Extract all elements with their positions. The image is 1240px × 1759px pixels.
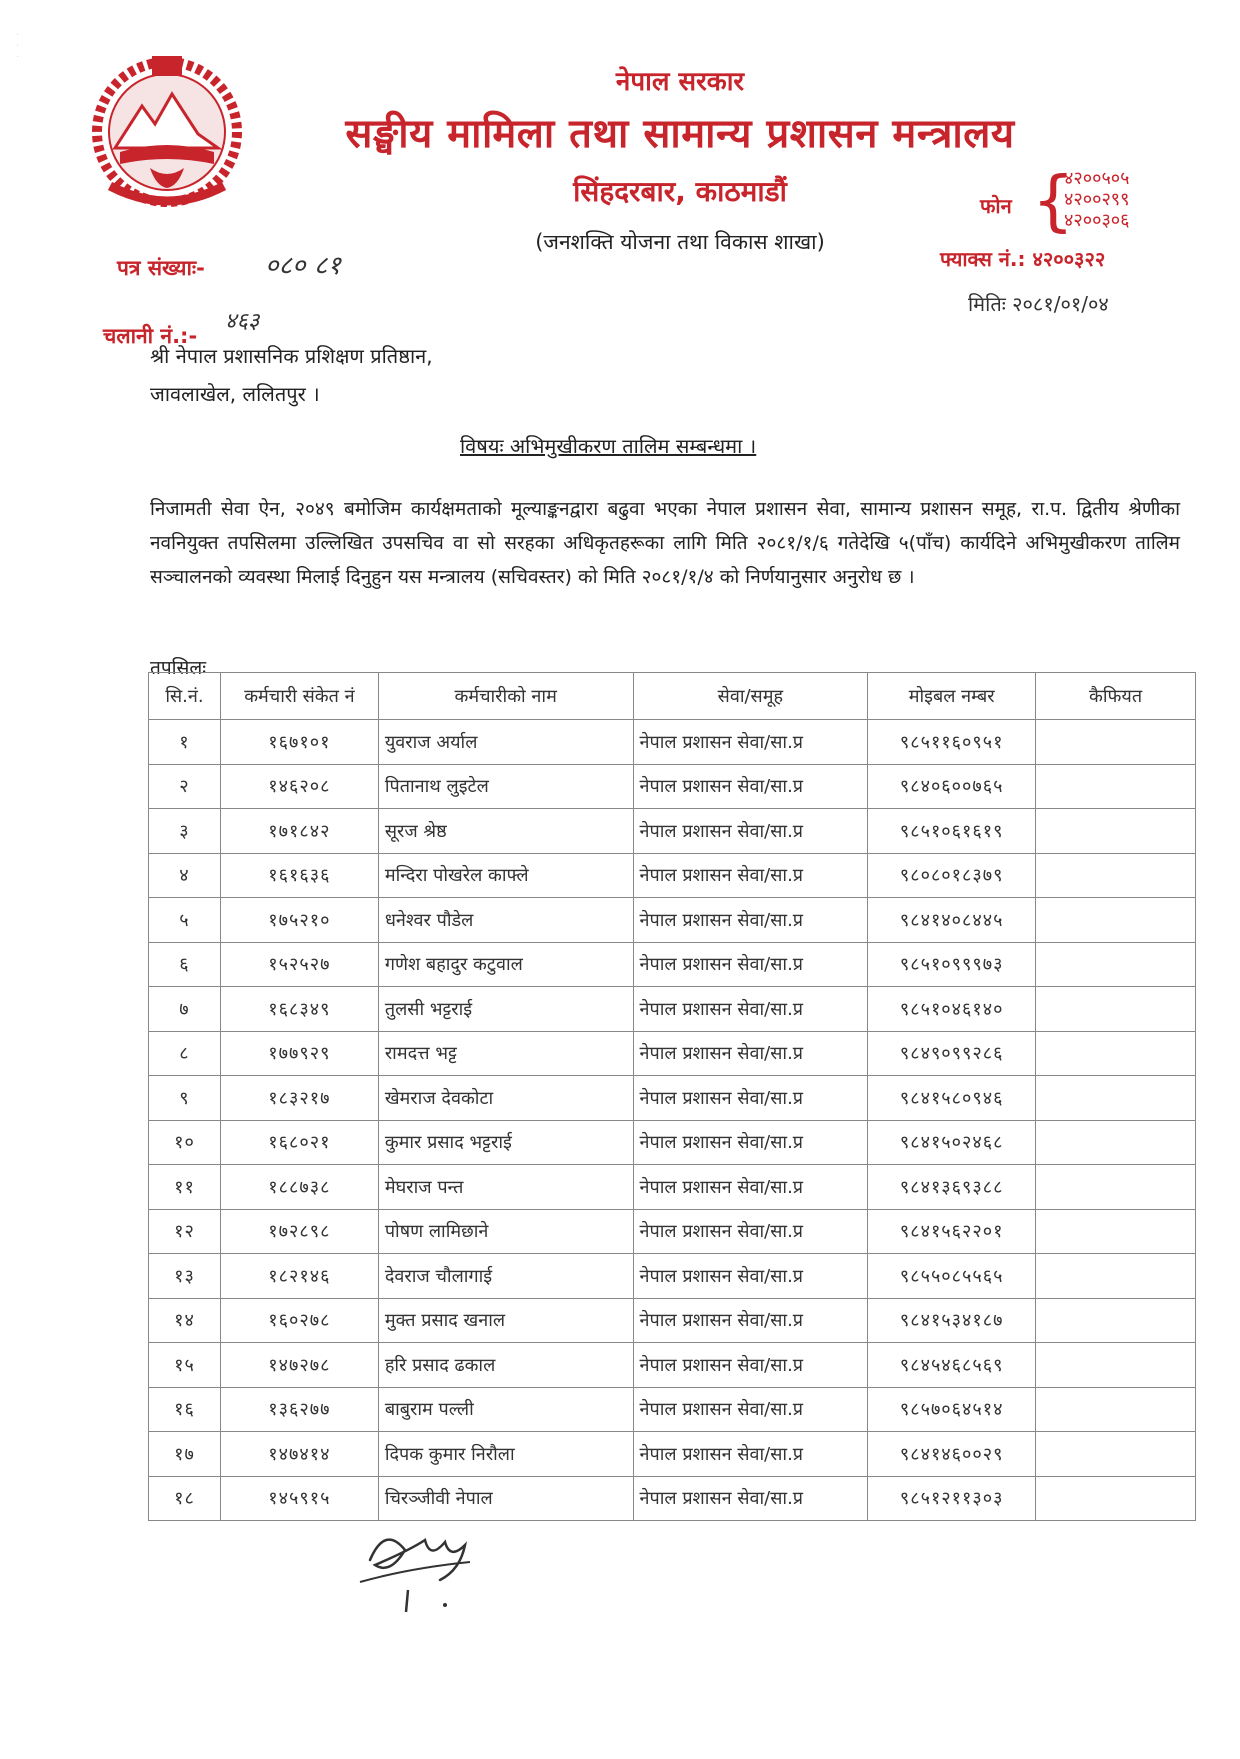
table-row bbox=[149, 1031, 1196, 1076]
phone-number: ४२००५०५ bbox=[1064, 168, 1130, 189]
patra-number: ०८० ८१ bbox=[265, 251, 341, 281]
row-serial-cell: १६ bbox=[149, 1387, 221, 1432]
staff-table-body bbox=[149, 720, 1196, 1521]
row-name-cell: तुलसी भट्टराई bbox=[378, 987, 633, 1032]
row-code-cell: १४७४१४ bbox=[220, 1432, 378, 1477]
row-name-cell: मन्दिरा पोखरेल काफ्ले bbox=[378, 853, 633, 898]
row-name-cell: मुक्त प्रसाद खनाल bbox=[378, 1298, 633, 1343]
table-row bbox=[149, 853, 1196, 898]
row-remarks-cell bbox=[1036, 1432, 1196, 1477]
row-name-cell: सूरज श्रेष्ठ bbox=[378, 809, 633, 854]
table-row bbox=[149, 1432, 1196, 1477]
row-remarks-cell bbox=[1036, 987, 1196, 1032]
row-mobile-cell: ९८४१५०२४६८ bbox=[868, 1120, 1036, 1165]
row-serial-cell: ८ bbox=[149, 1031, 221, 1076]
row-code-cell: १५२५२७ bbox=[220, 942, 378, 987]
row-name-cell: खेमराज देवकोटा bbox=[378, 1076, 633, 1121]
row-name-cell: चिरञ्जीवी नेपाल bbox=[378, 1476, 633, 1521]
row-name-cell: युवराज अर्याल bbox=[378, 720, 633, 765]
row-remarks-cell bbox=[1036, 764, 1196, 809]
row-remarks-cell bbox=[1036, 942, 1196, 987]
row-remarks-cell bbox=[1036, 720, 1196, 765]
row-code-cell: १६८०२१ bbox=[220, 1120, 378, 1165]
letter-date: मितिः २०८१/०१/०४ bbox=[968, 292, 1109, 316]
row-code-cell: १३६२७७ bbox=[220, 1387, 378, 1432]
row-mobile-cell: ९८५१०९९९७३ bbox=[868, 942, 1036, 987]
row-remarks-cell bbox=[1036, 898, 1196, 943]
row-name-cell: बाबुराम पल्ली bbox=[378, 1387, 633, 1432]
header-cell: कैफियत bbox=[1036, 673, 1196, 720]
row-service-cell: नेपाल प्रशासन सेवा/सा.प्र bbox=[633, 1120, 868, 1165]
row-service-cell: नेपाल प्रशासन सेवा/सा.प्र bbox=[633, 809, 868, 854]
row-service-cell: नेपाल प्रशासन सेवा/सा.प्र bbox=[633, 1254, 868, 1299]
row-code-cell: १६१६३६ bbox=[220, 853, 378, 898]
row-code-cell: १६८३४९ bbox=[220, 987, 378, 1032]
row-code-cell: १७१८४२ bbox=[220, 809, 378, 854]
row-remarks-cell bbox=[1036, 1165, 1196, 1210]
row-serial-cell: १३ bbox=[149, 1254, 221, 1299]
ministry-title: सङ्घीय मामिला तथा सामान्य प्रशासन मन्त्रालय bbox=[345, 111, 1015, 157]
row-name-cell: गणेश बहादुर कटुवाल bbox=[378, 942, 633, 987]
row-remarks-cell bbox=[1036, 1343, 1196, 1388]
chalani-number: ४६३ bbox=[225, 309, 260, 334]
row-code-cell: १६७१०१ bbox=[220, 720, 378, 765]
row-mobile-cell: ९८४१४६००२९ bbox=[868, 1432, 1036, 1477]
chalani-label: चलानी नं.:- bbox=[103, 324, 198, 348]
row-service-cell: नेपाल प्रशासन सेवा/सा.प्र bbox=[633, 1298, 868, 1343]
scan-edge-marks: · · · bbox=[16, 30, 20, 63]
table-row bbox=[149, 898, 1196, 943]
phone-number: ४२००२९९ bbox=[1064, 189, 1130, 210]
row-service-cell: नेपाल प्रशासन सेवा/सा.प्र bbox=[633, 942, 868, 987]
fax-number: फ्याक्स नं.: ४२००३२२ bbox=[940, 247, 1106, 271]
row-service-cell: नेपाल प्रशासन सेवा/सा.प्र bbox=[633, 987, 868, 1032]
letter-body: निजामती सेवा ऐन, २०४९ बमोजिम कार्यक्षमताको मूल्याङ्कनद्वारा बढुवा भएका नेपाल प्रशासन सेवा, सामान्य प्रशासन समूह, रा.प. द्वितीय श्रेणीका नवनियुक्त तपसिलमा उल्लिखित उपसचिव वा सो सरहका अधिकृतहरूका लागि मिति २०८१/१/६ गतेदेखि ५(पाँच) कार्यदिने अभिमुखीकरण तालिम सञ्चालनको व्यवस्था मिलाई दिनुहुन यस मन्त्रालय (सचिवस्तर) को मिति २०८१/१/४ को निर्णयानुसार अनुरोध छ । bbox=[150, 498, 1180, 588]
row-service-cell: नेपाल प्रशासन सेवा/सा.प्र bbox=[633, 720, 868, 765]
row-service-cell: नेपाल प्रशासन सेवा/सा.प्र bbox=[633, 1031, 868, 1076]
signature-icon bbox=[350, 1520, 490, 1620]
row-serial-cell: ११ bbox=[149, 1165, 221, 1210]
row-mobile-cell: ९८४०६००७६५ bbox=[868, 764, 1036, 809]
row-mobile-cell: ९८०८०१८३७९ bbox=[868, 853, 1036, 898]
row-mobile-cell: ९८४१४०८४४५ bbox=[868, 898, 1036, 943]
phone-numbers bbox=[1064, 168, 1130, 231]
row-mobile-cell: ९८५५०८५५६५ bbox=[868, 1254, 1036, 1299]
row-code-cell: १७२८९८ bbox=[220, 1209, 378, 1254]
row-code-cell: १७७९२९ bbox=[220, 1031, 378, 1076]
row-remarks-cell bbox=[1036, 1076, 1196, 1121]
table-row bbox=[149, 764, 1196, 809]
row-serial-cell: ४ bbox=[149, 853, 221, 898]
row-remarks-cell bbox=[1036, 809, 1196, 854]
row-remarks-cell bbox=[1036, 1298, 1196, 1343]
row-remarks-cell bbox=[1036, 1209, 1196, 1254]
row-name-cell: पोषण लामिछाने bbox=[378, 1209, 633, 1254]
row-service-cell: नेपाल प्रशासन सेवा/सा.प्र bbox=[633, 1165, 868, 1210]
row-code-cell: १६०२७८ bbox=[220, 1298, 378, 1343]
row-code-cell: १७५२१० bbox=[220, 898, 378, 943]
row-name-cell: कुमार प्रसाद भट्टराई bbox=[378, 1120, 633, 1165]
government-title: नेपाल सरकार bbox=[615, 67, 745, 97]
row-code-cell: १८८७३८ bbox=[220, 1165, 378, 1210]
patra-label: पत्र संख्याः- bbox=[117, 256, 205, 280]
row-remarks-cell bbox=[1036, 1254, 1196, 1299]
row-name-cell: दिपक कुमार निरौला bbox=[378, 1432, 633, 1477]
brace-icon: { bbox=[1032, 162, 1074, 239]
subject-line: विषयः अभिमुखीकरण तालिम सम्बन्धमा । bbox=[460, 434, 757, 458]
row-service-cell: नेपाल प्रशासन सेवा/सा.प्र bbox=[633, 1343, 868, 1388]
row-code-cell: १४५९१५ bbox=[220, 1476, 378, 1521]
row-code-cell: १४६२०८ bbox=[220, 764, 378, 809]
branch-name: (जनशक्ति योजना तथा विकास शाखा) bbox=[535, 230, 825, 254]
row-name-cell: हरि प्रसाद ढकाल bbox=[378, 1343, 633, 1388]
addressee-line: श्री नेपाल प्रशासनिक प्रशिक्षण प्रतिष्ठान, bbox=[150, 344, 433, 368]
row-mobile-cell: ९८४१५३४१८७ bbox=[868, 1298, 1036, 1343]
table-row bbox=[149, 1476, 1196, 1521]
table-row bbox=[149, 720, 1196, 765]
row-serial-cell: १ bbox=[149, 720, 221, 765]
row-service-cell: नेपाल प्रशासन सेवा/सा.प्र bbox=[633, 1387, 868, 1432]
row-serial-cell: १४ bbox=[149, 1298, 221, 1343]
row-serial-cell: २ bbox=[149, 764, 221, 809]
row-code-cell: १८२१४६ bbox=[220, 1254, 378, 1299]
table-row bbox=[149, 987, 1196, 1032]
table-row bbox=[149, 1120, 1196, 1165]
row-service-cell: नेपाल प्रशासन सेवा/सा.प्र bbox=[633, 1076, 868, 1121]
table-row bbox=[149, 942, 1196, 987]
row-serial-cell: ९ bbox=[149, 1076, 221, 1121]
row-remarks-cell bbox=[1036, 1387, 1196, 1432]
row-serial-cell: १२ bbox=[149, 1209, 221, 1254]
row-mobile-cell: ९८५१२११३०३ bbox=[868, 1476, 1036, 1521]
row-code-cell: १४७२७८ bbox=[220, 1343, 378, 1388]
table-row bbox=[149, 1209, 1196, 1254]
row-remarks-cell bbox=[1036, 1031, 1196, 1076]
header-cell: कर्मचारीको नाम bbox=[378, 673, 633, 720]
row-mobile-cell: ९८५७०६४५१४ bbox=[868, 1387, 1036, 1432]
row-name-cell: देवराज चौलागाई bbox=[378, 1254, 633, 1299]
row-mobile-cell: ९८५१०४६१४० bbox=[868, 987, 1036, 1032]
row-mobile-cell: ९८४९०९९२८६ bbox=[868, 1031, 1036, 1076]
row-remarks-cell bbox=[1036, 1120, 1196, 1165]
ministry-address: सिंहदरबार, काठमाडौं bbox=[573, 175, 787, 208]
row-serial-cell: १० bbox=[149, 1120, 221, 1165]
row-serial-cell: ७ bbox=[149, 987, 221, 1032]
row-name-cell: रामदत्त भट्ट bbox=[378, 1031, 633, 1076]
row-service-cell: नेपाल प्रशासन सेवा/सा.प्र bbox=[633, 1476, 868, 1521]
row-name-cell: मेघराज पन्त bbox=[378, 1165, 633, 1210]
row-serial-cell: १५ bbox=[149, 1343, 221, 1388]
row-serial-cell: ३ bbox=[149, 809, 221, 854]
table-header-row bbox=[149, 673, 1196, 720]
table-row bbox=[149, 1254, 1196, 1299]
phone-number: ४२००३०६ bbox=[1064, 210, 1130, 231]
row-mobile-cell: ९८४१५८०९४६ bbox=[868, 1076, 1036, 1121]
table-row bbox=[149, 809, 1196, 854]
row-service-cell: नेपाल प्रशासन सेवा/सा.प्र bbox=[633, 764, 868, 809]
addressee-line: जावलाखेल, ललितपुर । bbox=[150, 382, 320, 406]
row-serial-cell: १८ bbox=[149, 1476, 221, 1521]
header-cell: कर्मचारी संकेत नं bbox=[220, 673, 378, 720]
row-serial-cell: १७ bbox=[149, 1432, 221, 1477]
table-row bbox=[149, 1387, 1196, 1432]
row-mobile-cell: ९८४१३६९३८८ bbox=[868, 1165, 1036, 1210]
header-cell: सि.नं. bbox=[149, 673, 221, 720]
row-serial-cell: ५ bbox=[149, 898, 221, 943]
row-mobile-cell: ९८५११६०९५१ bbox=[868, 720, 1036, 765]
row-service-cell: नेपाल प्रशासन सेवा/सा.प्र bbox=[633, 898, 868, 943]
row-name-cell: पितानाथ लुइटेल bbox=[378, 764, 633, 809]
row-service-cell: नेपाल प्रशासन सेवा/सा.प्र bbox=[633, 1209, 868, 1254]
staff-table bbox=[148, 672, 1196, 1521]
nepal-emblem-icon bbox=[80, 48, 255, 208]
table-row bbox=[149, 1076, 1196, 1121]
row-remarks-cell bbox=[1036, 1476, 1196, 1521]
table-row bbox=[149, 1343, 1196, 1388]
row-name-cell: धनेश्वर पौडेल bbox=[378, 898, 633, 943]
row-mobile-cell: ९८५१०६१६१९ bbox=[868, 809, 1036, 854]
row-mobile-cell: ९८४१५६२२०१ bbox=[868, 1209, 1036, 1254]
row-code-cell: १८३२१७ bbox=[220, 1076, 378, 1121]
row-service-cell: नेपाल प्रशासन सेवा/सा.प्र bbox=[633, 853, 868, 898]
header-cell: मोइबल नम्बर bbox=[868, 673, 1036, 720]
row-remarks-cell bbox=[1036, 853, 1196, 898]
row-mobile-cell: ९८४५४६८५६९ bbox=[868, 1343, 1036, 1388]
table-row bbox=[149, 1165, 1196, 1210]
phone-label: फोन bbox=[980, 194, 1012, 218]
table-row bbox=[149, 1298, 1196, 1343]
header-cell: सेवा/समूह bbox=[633, 673, 868, 720]
row-serial-cell: ६ bbox=[149, 942, 221, 987]
addressee-block bbox=[150, 337, 433, 413]
tapasil-label: तपसिलः bbox=[150, 657, 207, 679]
row-service-cell: नेपाल प्रशासन सेवा/सा.प्र bbox=[633, 1432, 868, 1477]
